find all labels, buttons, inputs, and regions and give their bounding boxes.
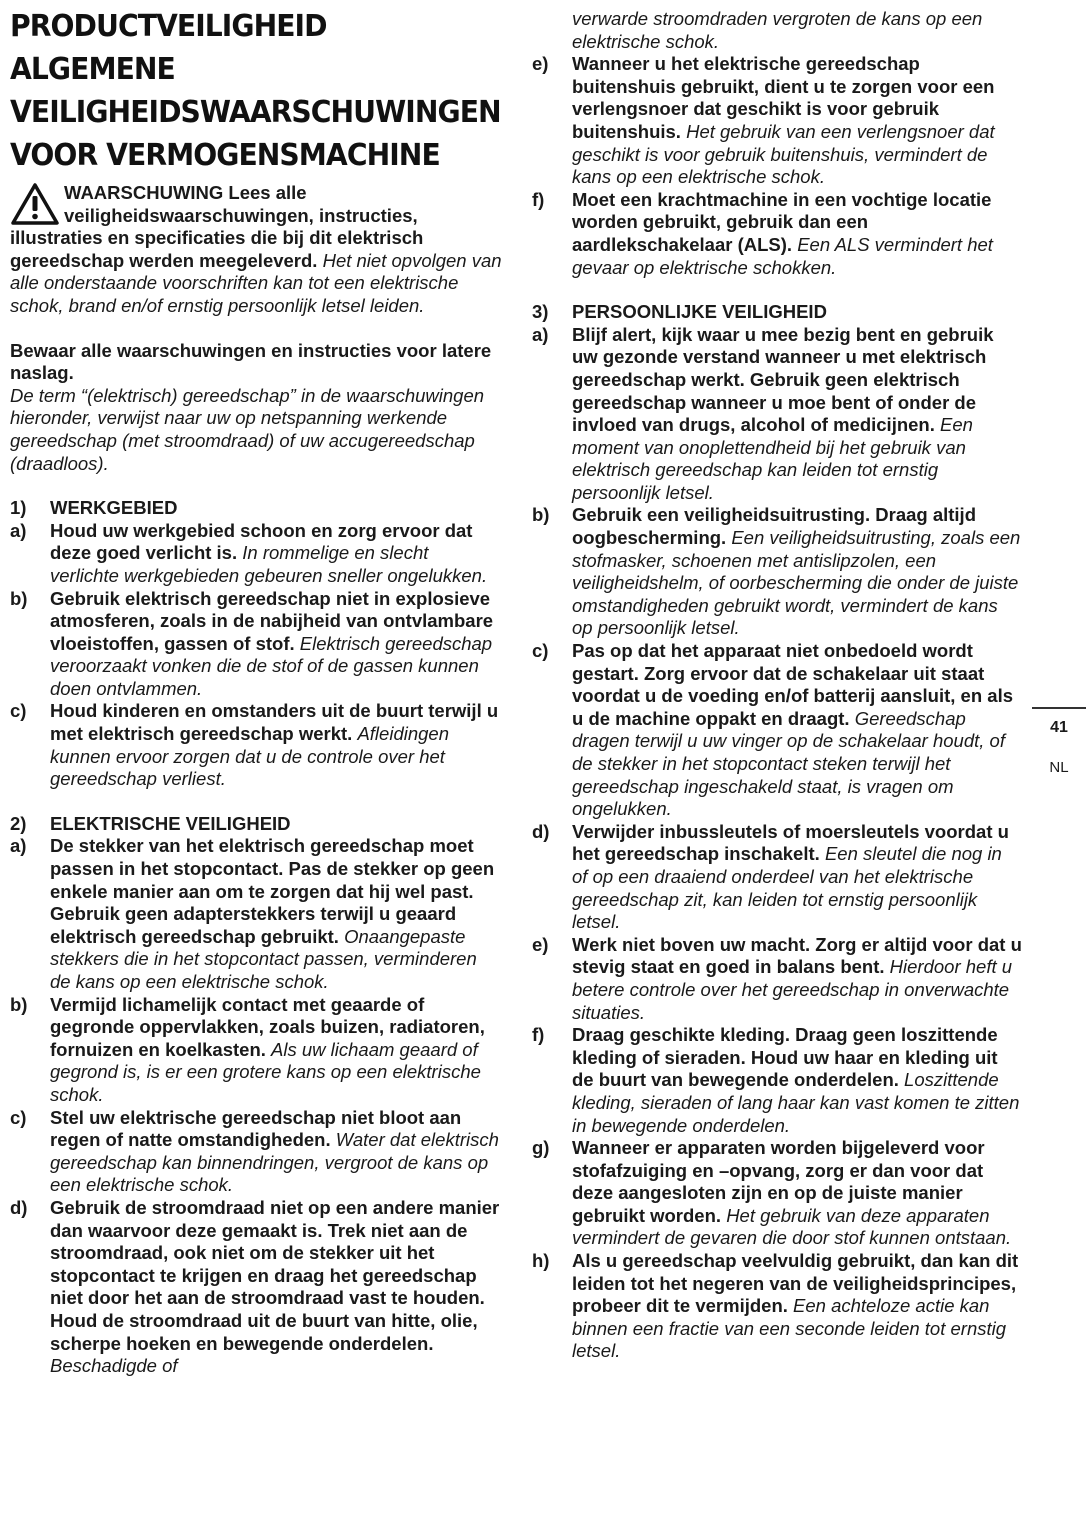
list-item: e) Wanneer u het elektrische gereedschap buitenshuis gebruikt, dient u te zorgen voor een verlengsnoer dat geschikt is voor gebruik buitenshuis. Het gebruik van een verlengsnoer dat geschikt is voor gebruik buitenshuis, vermindert de kans op een elektrische schok. <box>532 53 995 188</box>
list-item: e) Werk niet boven uw macht. Zorg er altijd voor dat u stevig staat en goed in balans bent. Hierdoor heft u betere controle over het gereedschap in onverwachte situaties. <box>532 933 1022 1023</box>
list-item: a) De stekker van het elektrisch gereedschap moet passen in het stopcontact. Pas de stekker op geen enkele manier aan om te zorgen dat hij wel past. Gebruik geen adapterstekkers terwijl u geaard elektrisch gereedschap gebruikt. Onaangepaste stekkers die in het stopcontact passen, verminderen de kans op een elektrische schok. <box>10 835 495 992</box>
title-line: PRODUCTVEILIGHEID <box>10 9 327 44</box>
list-item: c) Pas op dat het apparaat niet onbedoeld wordt gestart. Zorg ervoor dat de schakelaar uit staat voordat u de voeding en/of batterij aansluit, en als u de machine oppakt en draagt. Gereedschap dragen terwijl u uw vinger op de schakelaar houdt, of de stekker in het stopcontact steken terwijl het gereedschap ingeschakeld staat, is vragen om ongelukken. <box>532 640 1013 820</box>
list-item: f) Draag geschikte kleding. Draag geen loszittende kleding of sieraden. Houd uw haar en kleding uit de buurt van bewegende onderdelen. Loszittende kleding, sieraden of lang haar kan vast komen te zitten in bewegende onderdelen. <box>532 1024 1020 1136</box>
page-number: 41 <box>1050 719 1068 736</box>
keep-instructions-bold: Bewaar alle waarschuwingen en instructies voor latere naslag. <box>10 339 492 384</box>
title-line: VOOR VERMOGENSMACHINE <box>10 138 440 173</box>
list-item: b) Vermijd lichamelijk contact met geaarde of gegronde oppervlakken, zoals buizen, radiatoren, fornuizen en koelkasten. Als uw lichaam geaard of gegrond is, is er een grotere kans op een elektrische schok. <box>10 993 485 1105</box>
title-line: VEILIGHEIDSWAARSCHUWINGEN <box>10 95 501 130</box>
title-line: ALGEMENE <box>10 52 175 87</box>
language-code: NL <box>1049 759 1069 776</box>
right-column <box>532 8 1022 1363</box>
list-item: d) Verwijder inbussleutels of moersleutels voordat u het gereedschap inschakelt. Een sleutel die nog in of op een draaiend onderdeel van het elektrische gereedschap zit, kan leiden tot ernstig persoonlijk letsel. <box>532 820 1009 933</box>
list-item: a) Houd uw werkgebied schoon en zorg ervoor dat deze goed verlicht is. In rommelige en slecht verlichte werkgebieden gebeuren sneller ongelukken. <box>10 519 488 586</box>
list-item: d) Gebruik de stroomdraad niet op een andere manier dan waarvoor deze gemaakt is. Trek niet aan de stroomdraad, ook niet om de stekker uit het stopcontact te krijgen en draag het gereedschap niet door het aan de stroomdraad vast te houden. Houd de stroomdraad uit de buurt van hitte, olie, scherpe hoeken en bewegende onderdelen. Beschadigde of <box>10 1196 500 1377</box>
list-item: h) Als u gereedschap veelvuldig gebruikt, dan kan dit leiden tot het negeren van de veiligheidsprincipes, probeer dit te vermijden. Een achteloze actie kan binnen een fractie van een seconde leiden tot ernstig letsel. <box>532 1250 1019 1362</box>
warning-triangle-icon <box>10 182 60 226</box>
keep-instructions <box>10 340 502 476</box>
warning-consequence: Het niet opvolgen van alle onderstaande voorschriften kan tot een elektrische schok, brand en/of ernstig persoonlijk letsel leiden. <box>10 249 502 316</box>
list-item: f) Moet een krachtmachine in een vochtige locatie worden gebruikt, gebruik dan een aardlekschakelaar (ALS). Een ALS vermindert het gevaar op elektrische schokken. <box>532 188 993 278</box>
section-heading-2: 2) ELEKTRISCHE VEILIGHEID <box>10 812 291 834</box>
section-heading-3: 3) PERSOONLIJKE VEILIGHEID <box>532 301 827 323</box>
left-column <box>10 8 502 1378</box>
list-item: b) Gebruik elektrisch gereedschap niet in explosieve atmosferen, zoals in de nabijheid van ontvlambare vloeistoffen, gassen of stof. Elektrisch gereedschap veroorzaakt vonken die de stof of de gassen kunnen doen ontvlammen. <box>10 587 494 699</box>
term-definition: De term “(elektrisch) gereedschap” in de waarschuwingen hieronder, verwijst naar uw op netspanning werkende gereedschap (met stroomdraad) of uw accugereedschap (draadloos). <box>10 384 485 474</box>
list-item: c) Houd kinderen en omstanders uit de buurt terwijl u met elektrisch gereedschap werkt. Afleidingen kunnen ervoor zorgen dat u de controle over het gereedschap verliest. <box>10 700 499 790</box>
warning-text: WAARSCHUWING Lees alle veiligheidswaarschuwingen, instructies, illustraties en specificaties die bij dit elektrisch gereedschap werden meegeleverd. <box>10 182 424 271</box>
continued-text: verwarde stroomdraden vergroten de kans op een elektrische schok. <box>572 8 983 52</box>
list-item: a) Blijf alert, kijk waar u mee bezig bent en gebruik uw gezonde verstand wanneer u met elektrisch gereedschap werkt. Gebruik geen elektrisch gereedschap wanneer u moe bent of onder de invloed van drugs, alcohol of medicijnen. Een moment van onoplettendheid bij het gebruik van elektrisch gereedschap kan leiden tot ernstig persoonlijk letsel. <box>532 323 994 503</box>
list-item: g) Wanneer er apparaten worden bijgeleverd voor stofafzuiging en –opvang, zorg er dan voor dat deze aangesloten zijn en op de juiste manier gebruikt worden. Het gebruik van deze apparaten vermindert de gevaren die door stof kunnen ontstaan. <box>532 1137 1012 1249</box>
section-heading-1: 1) WERKGEBIED <box>10 497 178 519</box>
page-title <box>10 8 502 174</box>
page-tab <box>1032 707 1086 776</box>
list-item: b) Gebruik een veiligheidsuitrusting. Draag altijd oogbescherming. Een veiligheidsuitrusting, zoals een stofmasker, schoenen met antislipzolen, een veiligheidshelm, of oorbescherming die onder de juiste omstandigheden gebruikt wordt, vermindert de kans op persoonlijk letsel. <box>532 504 1021 639</box>
warning-block <box>10 182 502 318</box>
list-item: c) Stel uw elektrische gereedschap niet bloot aan regen of natte omstandigheden. Water dat elektrisch gereedschap kan binnendringen, vergroot de kans op een elektrische schok. <box>10 1106 499 1196</box>
